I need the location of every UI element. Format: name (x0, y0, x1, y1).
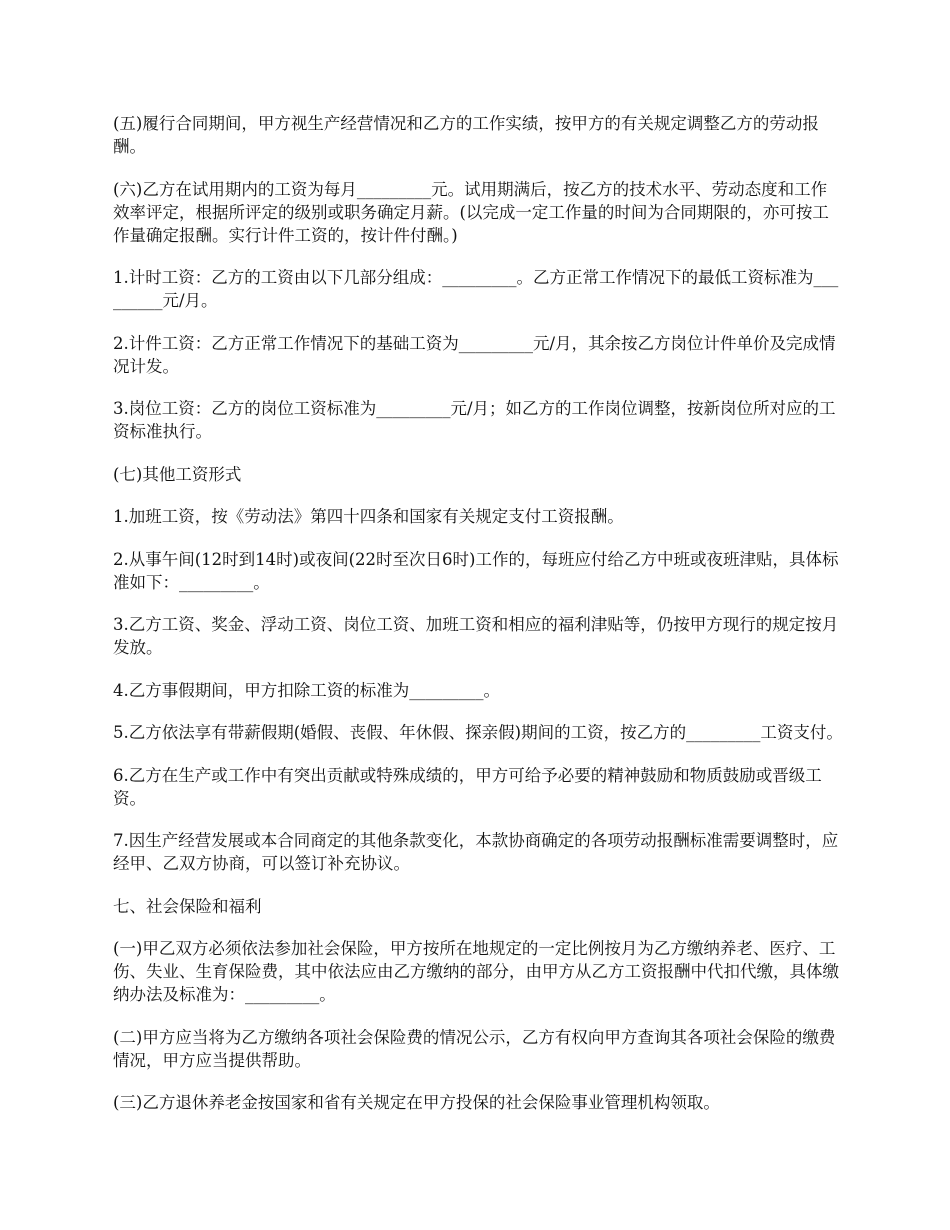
paragraph-6-probation-pay: (六)乙方在试用期内的工资为每月_________元。试用期满后，按乙方的技术水平、劳动态度和工作效率评定，根据所评定的级别或职务确定月薪。(以完成一定工作量的时间为合同期限的，亦可按工作量确定报酬。实行计件工资的，按计件付酬。) (113, 179, 829, 245)
paragraph-position-wage: 3.岗位工资：乙方的岗位工资标准为_________元/月；如乙方的工作岗位调整，按新岗位所对应的工资标准执行。 (113, 399, 836, 441)
paragraph-insurance-contribution: (一)甲乙双方必须依法参加社会保险，甲方按所在地规定的一定比例按月为乙方缴纳养老、医疗、工伤、失业、生育保险费，其中依法应由乙方缴纳的部分，由甲方从乙方工资报酬中代扣代缴，具体缴纳办法及标准为：_________。 (113, 939, 839, 1004)
paragraph-rewards: 6.乙方在生产或工作中有突出贡献或特殊成绩的，甲方可给予必要的精神鼓励和物质鼓励或晋级工资。 (113, 765, 822, 808)
document-body (113, 112, 843, 1134)
section-heading-other-wages: (七)其他工资形式 (113, 464, 242, 484)
paragraph-piece-wage: 2.计件工资：乙方正常工作情况下的基础工资为_________元/月，其余按乙方岗位计件单价及完成情况计发。 (113, 333, 836, 376)
paragraph-5-adjust-pay: (五)履行合同期间，甲方视生产经营情况和乙方的工作实绩，按甲方的有关规定调整乙方的劳动报酬。 (113, 114, 819, 156)
paragraph-retirement-pension: (三)乙方退休养老金按国家和省有关规定在甲方投保的社会保险事业管理机构领取。 (113, 1093, 720, 1112)
paragraph-shift-allowance: 2.从事午间(12时到14时)或夜间(22时至次日6时)工作的，每班应付给乙方中班或夜班津贴，具体标准如下：_________。 (113, 549, 839, 592)
paragraph-personal-leave: 4.乙方事假期间，甲方扣除工资的标准为_________。 (113, 680, 500, 700)
paragraph-overtime-pay: 1.加班工资，按《劳动法》第四十四条和国家有关规定支付工资报酬。 (113, 507, 624, 526)
paragraph-paid-leave: 5.乙方依法享有带薪假期(婚假、丧假、年休假、探亲假)期间的工资，按乙方的_________工资支付。 (113, 723, 843, 742)
paragraph-monthly-payment: 3.乙方工资、奖金、浮动工资、岗位工资、加班工资和相应的福利津贴等，仍按甲方现行的规定按月发放。 (113, 615, 839, 657)
paragraph-insurance-disclosure: (二)甲方应当将为乙方缴纳各项社会保险费的情况公示，乙方有权向甲方查询其各项社会保险的缴费情况，甲方应当提供帮助。 (113, 1027, 836, 1070)
paragraph-hourly-wage: 1.计时工资：乙方的工资由以下几部分组成：_________。乙方正常工作情况下的最低工资标准为_________元/月。 (113, 268, 839, 310)
section-heading-social-insurance: 七、社会保险和福利 (113, 896, 262, 916)
paragraph-supplementary-agreement: 7.因生产经营发展或本合同商定的其他条款变化，本款协商确定的各项劳动报酬标准需要调整时，应经甲、乙双方协商，可以签订补充协议。 (113, 831, 839, 873)
